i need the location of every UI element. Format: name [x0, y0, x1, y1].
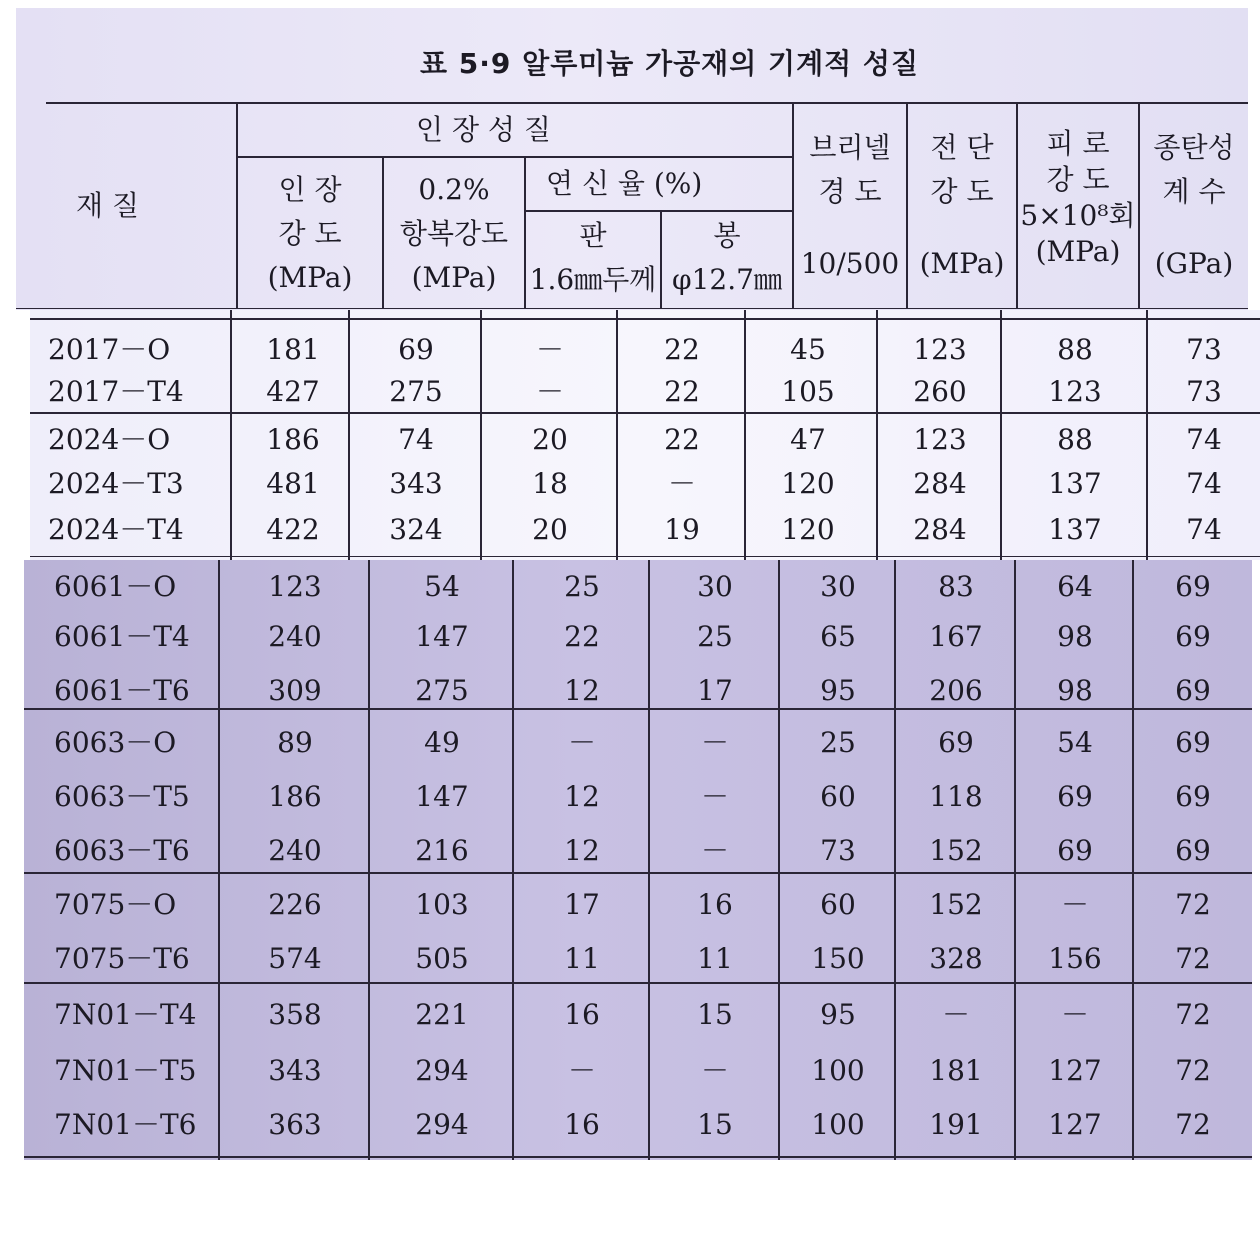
cell-fatigue-strength: 69	[1057, 834, 1093, 867]
cell-tensile-strength: 240	[268, 620, 322, 653]
cell-brinell-hardness: 100	[811, 1054, 865, 1087]
cell-tensile-strength: 123	[268, 570, 322, 603]
cell-fatigue-strength: 137	[1048, 513, 1102, 546]
cell-brinell-hardness: 150	[811, 942, 865, 975]
cell-shear-strength: 191	[929, 1108, 983, 1141]
cell-yield-strength: 505	[415, 942, 469, 975]
cell-material: 6061－O	[54, 570, 177, 603]
cell-elongation-rod: 22	[664, 375, 700, 408]
cell-elastic-modulus: 72	[1175, 942, 1211, 975]
header-material: 재 질	[76, 189, 139, 222]
header-sheet: 판 1.6㎜두께	[529, 219, 657, 296]
cell-elongation-rod: 22	[664, 423, 700, 456]
cell-elastic-modulus: 72	[1175, 1054, 1211, 1087]
cell-elongation-sheet: 20	[532, 513, 568, 546]
cell-elastic-modulus: 72	[1175, 1108, 1211, 1141]
cell-elongation-sheet: 25	[564, 570, 600, 603]
column-divider	[230, 310, 232, 560]
header-tensile-strength: 인 장 강 도 (MPa)	[267, 173, 353, 294]
cell-shear-strength: 167	[929, 620, 983, 653]
cell-tensile-strength: 422	[266, 513, 320, 546]
cell-elongation-sheet: 20	[532, 423, 568, 456]
cell-elongation-sheet: －	[535, 333, 564, 366]
cell-material: 7N01－T6	[54, 1108, 197, 1141]
cell-yield-strength: 275	[415, 674, 469, 707]
cell-shear-strength: 152	[929, 888, 983, 921]
cell-elastic-modulus: 69	[1175, 620, 1211, 653]
cell-elongation-sheet: －	[567, 726, 596, 759]
cell-brinell-hardness: 120	[781, 467, 835, 500]
header-elongation: 연 신 율 (%)	[546, 167, 703, 200]
cell-material: 6063－T5	[54, 780, 190, 813]
cell-brinell-hardness: 100	[811, 1108, 865, 1141]
cell-material: 6061－T4	[54, 620, 190, 653]
cell-elongation-rod: 25	[697, 620, 733, 653]
cell-brinell-hardness: 60	[820, 780, 856, 813]
cell-elastic-modulus: 73	[1186, 333, 1222, 366]
cell-tensile-strength: 240	[268, 834, 322, 867]
cell-shear-strength: 123	[913, 423, 967, 456]
cell-yield-strength: 343	[389, 467, 443, 500]
cell-elastic-modulus: 73	[1186, 375, 1222, 408]
cell-yield-strength: 54	[424, 570, 460, 603]
cell-material: 2017－O	[48, 333, 171, 366]
cell-material: 6063－O	[54, 726, 177, 759]
cell-material: 7N01－T4	[54, 998, 197, 1031]
cell-yield-strength: 69	[398, 333, 434, 366]
cell-tensile-strength: 481	[266, 467, 320, 500]
cell-elongation-sheet: 18	[532, 467, 568, 500]
cell-shear-strength: 260	[913, 375, 967, 408]
cell-elongation-rod: 30	[697, 570, 733, 603]
cell-brinell-hardness: 105	[781, 375, 835, 408]
cell-elastic-modulus: 69	[1175, 780, 1211, 813]
cell-elastic-modulus: 74	[1186, 423, 1222, 456]
header-shear: 전 단 강 도 (MPa)	[919, 131, 1005, 280]
cell-tensile-strength: 309	[268, 674, 322, 707]
cell-material: 6063－T6	[54, 834, 190, 867]
cell-shear-strength: 123	[913, 333, 967, 366]
cell-tensile-strength: 363	[268, 1108, 322, 1141]
cell-fatigue-strength: 127	[1048, 1108, 1102, 1141]
cell-material: 2024－O	[48, 423, 171, 456]
cell-shear-strength: 83	[938, 570, 974, 603]
cell-fatigue-strength: 69	[1057, 780, 1093, 813]
cell-elastic-modulus: 74	[1186, 513, 1222, 546]
cell-elongation-rod: 16	[697, 888, 733, 921]
cell-material: 2024－T3	[48, 467, 184, 500]
cell-brinell-hardness: 60	[820, 888, 856, 921]
cell-tensile-strength: 226	[268, 888, 322, 921]
cell-fatigue-strength: 54	[1057, 726, 1093, 759]
cell-yield-strength: 49	[424, 726, 460, 759]
cell-elastic-modulus: 69	[1175, 726, 1211, 759]
cell-shear-strength: 181	[929, 1054, 983, 1087]
cell-brinell-hardness: 25	[820, 726, 856, 759]
cell-fatigue-strength: 127	[1048, 1054, 1102, 1087]
cell-yield-strength: 221	[415, 998, 469, 1031]
cell-elongation-sheet: 12	[564, 780, 600, 813]
cell-fatigue-strength: 137	[1048, 467, 1102, 500]
cell-elongation-rod: 15	[697, 1108, 733, 1141]
header-tensile-group: 인 장 성 질	[416, 113, 551, 146]
cell-elastic-modulus: 69	[1175, 570, 1211, 603]
cell-elongation-rod: 11	[697, 942, 733, 975]
cell-shear-strength: 69	[938, 726, 974, 759]
cell-material: 7075－T6	[54, 942, 190, 975]
cell-yield-strength: 216	[415, 834, 469, 867]
cell-fatigue-strength: 156	[1048, 942, 1102, 975]
cell-shear-strength: 328	[929, 942, 983, 975]
cell-elongation-rod: 17	[697, 674, 733, 707]
cell-material: 2017－T4	[48, 375, 184, 408]
cell-elongation-rod: －	[700, 1054, 729, 1087]
header-yield-strength: 0.2% 항복강도 (MPa)	[399, 173, 509, 294]
cell-brinell-hardness: 120	[781, 513, 835, 546]
cell-elastic-modulus: 72	[1175, 888, 1211, 921]
cell-material: 6061－T6	[54, 674, 190, 707]
cell-tensile-strength: 343	[268, 1054, 322, 1087]
cell-elongation-sheet: 22	[564, 620, 600, 653]
cell-shear-strength: 284	[913, 513, 967, 546]
cell-elongation-sheet: 16	[564, 1108, 600, 1141]
cell-material: 7075－O	[54, 888, 177, 921]
cell-elongation-rod: －	[700, 780, 729, 813]
cell-fatigue-strength: 64	[1057, 570, 1093, 603]
cell-elongation-sheet: －	[535, 375, 564, 408]
cell-fatigue-strength: 123	[1048, 375, 1102, 408]
cell-fatigue-strength: －	[1060, 888, 1089, 921]
cell-shear-strength: －	[941, 998, 970, 1031]
cell-elongation-rod: 19	[664, 513, 700, 546]
cell-tensile-strength: 186	[266, 423, 320, 456]
cell-fatigue-strength: 98	[1057, 674, 1093, 707]
cell-elongation-sheet: 11	[564, 942, 600, 975]
cell-tensile-strength: 181	[266, 333, 320, 366]
cell-fatigue-strength: －	[1060, 998, 1089, 1031]
cell-brinell-hardness: 47	[790, 423, 826, 456]
cell-yield-strength: 147	[415, 620, 469, 653]
cell-yield-strength: 147	[415, 780, 469, 813]
cell-brinell-hardness: 95	[820, 674, 856, 707]
cell-shear-strength: 118	[929, 780, 983, 813]
cell-elongation-rod: 22	[664, 333, 700, 366]
table-body-panel-2000-series	[30, 310, 1260, 560]
table-header-panel	[16, 8, 1248, 310]
cell-fatigue-strength: 98	[1057, 620, 1093, 653]
cell-elastic-modulus: 69	[1175, 834, 1211, 867]
header-brinell: 브리넬 경 도 10/500	[800, 131, 900, 280]
cell-elongation-rod: 15	[697, 998, 733, 1031]
cell-brinell-hardness: 95	[820, 998, 856, 1031]
cell-yield-strength: 103	[415, 888, 469, 921]
cell-elongation-sheet: 12	[564, 674, 600, 707]
header-modulus: 종탄성 계 수 (GPa)	[1153, 131, 1235, 280]
cell-yield-strength: 294	[415, 1108, 469, 1141]
cell-yield-strength: 275	[389, 375, 443, 408]
cell-elastic-modulus: 72	[1175, 998, 1211, 1031]
cell-brinell-hardness: 45	[790, 333, 826, 366]
table-body-panel-6000-7000-series	[24, 560, 1252, 1160]
cell-tensile-strength: 358	[268, 998, 322, 1031]
cell-elongation-sheet: 17	[564, 888, 600, 921]
cell-yield-strength: 74	[398, 423, 434, 456]
cell-elongation-sheet: 16	[564, 998, 600, 1031]
cell-brinell-hardness: 65	[820, 620, 856, 653]
cell-tensile-strength: 89	[277, 726, 313, 759]
cell-material: 7N01－T5	[54, 1054, 197, 1087]
header-fatigue: 피 로 강 도 5×10⁸회 (MPa)	[1020, 127, 1136, 268]
cell-elastic-modulus: 69	[1175, 674, 1211, 707]
cell-brinell-hardness: 30	[820, 570, 856, 603]
cell-tensile-strength: 427	[266, 375, 320, 408]
cell-fatigue-strength: 88	[1057, 333, 1093, 366]
cell-elastic-modulus: 74	[1186, 467, 1222, 500]
cell-tensile-strength: 186	[268, 780, 322, 813]
cell-fatigue-strength: 88	[1057, 423, 1093, 456]
cell-elongation-sheet: －	[567, 1054, 596, 1087]
cell-tensile-strength: 574	[268, 942, 322, 975]
cell-yield-strength: 294	[415, 1054, 469, 1087]
cell-brinell-hardness: 73	[820, 834, 856, 867]
cell-shear-strength: 206	[929, 674, 983, 707]
header-rod: 봉 φ12.7㎜	[672, 219, 782, 296]
cell-elongation-rod: －	[700, 726, 729, 759]
table-title: 표 5·9 알루미늄 가공재의 기계적 성질	[420, 47, 920, 80]
cell-shear-strength: 284	[913, 467, 967, 500]
cell-elongation-rod: －	[667, 467, 696, 500]
cell-elongation-rod: －	[700, 834, 729, 867]
cell-material: 2024－T4	[48, 513, 184, 546]
cell-elongation-sheet: 12	[564, 834, 600, 867]
cell-shear-strength: 152	[929, 834, 983, 867]
cell-yield-strength: 324	[389, 513, 443, 546]
